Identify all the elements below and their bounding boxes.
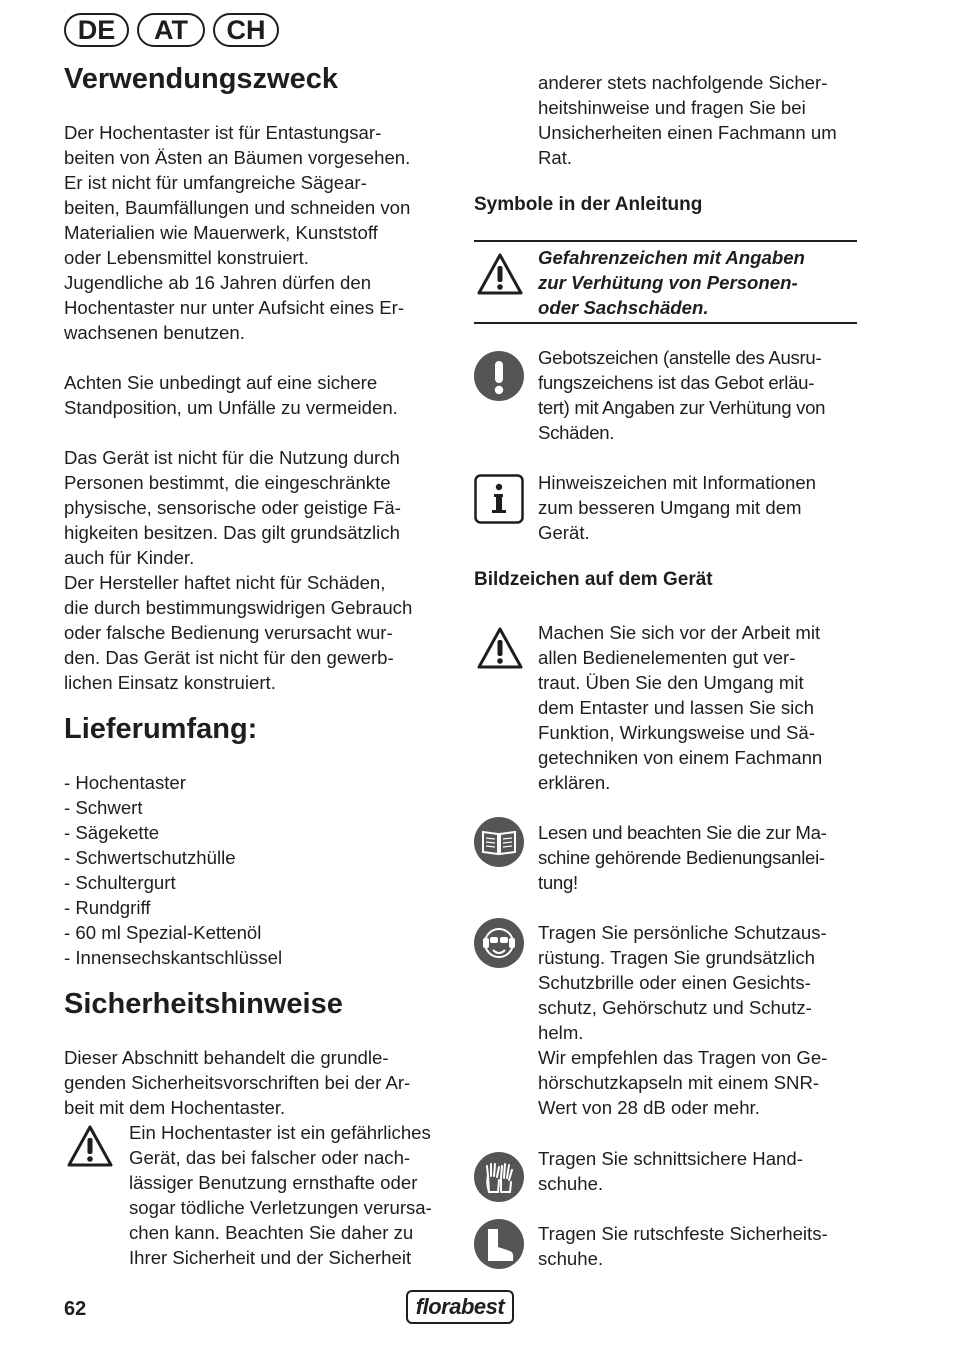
rule-bottom [474, 322, 857, 324]
country-badges [64, 13, 279, 47]
bild-1-text: Machen Sie sich vor der Arbeit mit allen Bedienelementen gut ver- traut. Üben Sie den Umgang mit dem Entaster und lassen Sie sich Funktion, Wirkungsweise und Sä- getechniken von einem Fachmann erklären. [538, 622, 823, 793]
list-item: - 60 ml Spezial-Kettenöl [64, 922, 262, 943]
protective-gear-icon [474, 918, 524, 968]
list-item: - Schwert [64, 797, 143, 818]
gebot-description: Gebotszeichen (anstelle des Ausru- fungszeichens ist das Gebot erläu- tert) mit Angaben zur Verhütung von Schäden. [538, 347, 826, 443]
warning-text: Ein Hochentaster ist ein gefährliches Gerät, das bei falscher oder nach- lässiger Benutzung ernsthafte oder sogar tödliche Verletzungen verursa- chen kann. Beachten Sie daher zu Ihrer Sicherheit und der Sicherheit [129, 1122, 432, 1268]
heading-symbole: Symbole in der Anleitung [474, 194, 703, 215]
list-item: - Schultergurt [64, 872, 176, 893]
lieferumfang-list [64, 770, 282, 970]
rule-top [474, 240, 857, 242]
heading-bildzeichen: Bildzeichen auf dem Gerät [474, 569, 713, 590]
badge-at: AT [137, 13, 205, 47]
list-item: - Rundgriff [64, 897, 151, 918]
florabest-logo: florabest [406, 1290, 514, 1324]
list-item: - Schwertschutzhülle [64, 847, 236, 868]
badge-de: DE [64, 13, 129, 47]
heading-sicherheitshinweise: Sicherheitshinweise [64, 988, 343, 1020]
exclamation-circle-icon [474, 351, 524, 401]
info-icon [474, 474, 524, 529]
heading-verwendungszweck: Verwendungszweck [64, 63, 338, 95]
bild-3-text: Tragen Sie persönliche Schutzaus- rüstung. Tragen Sie grundsätzlich Schutzbrille oder einen Gesichts- schutz, Gehörschutz und Schutz- helm. Wir empfehlen das Tragen von Ge- hörschutzkapseln mit einem SNR- Wert von 28 dB oder mehr. [538, 922, 828, 1118]
warning-triangle-icon [476, 626, 524, 675]
danger-description: Gefahrenzeichen mit Angaben zur Verhütung von Personen- oder Sachschäden. [538, 247, 805, 318]
gloves-icon [474, 1152, 524, 1202]
bild-5-text: Tragen Sie rutschfeste Sicherheits- schuhe. [538, 1223, 828, 1269]
paragraph-continuation: anderer stets nachfolgende Sicher- heitshinweise und fragen Sie bei Unsicherheiten einen Fachmann um Rat. [538, 72, 837, 168]
manual-book-icon [474, 817, 524, 867]
list-item: - Innensechskantschlüssel [64, 947, 283, 968]
page-number: 62 [64, 1298, 87, 1320]
paragraph-sicherheit-intro: Dieser Abschnitt behandelt die grundle- genden Sicherheitsvorschriften bei der Ar- beit mit dem Hochentaster. [64, 1047, 411, 1118]
safety-boots-icon [474, 1219, 524, 1269]
danger-triangle-icon [476, 252, 524, 301]
paragraph-verwendung: Der Hochentaster ist für Entastungsar- beiten von Ästen an Bäumen vorgesehen. Er ist nicht für umfangreiche Sägear- beiten, Baumfällungen und schneiden von Materialien wie Mauerwerk, Kunststoff oder Lebensmittel konstruiert. Jugendliche ab 16 Jahren dürfen den Hochentaster nur unter Aufsicht eines Er- wachsenen benutzen. [64, 122, 411, 343]
warning-triangle-icon [66, 1124, 114, 1173]
badge-ch: CH [213, 13, 279, 47]
paragraph-standposition: Achten Sie unbedingt auf eine sichere Standposition, um Unfälle zu vermeiden. [64, 372, 398, 418]
bild-2-text: Lesen und beachten Sie die zur Ma- schine gehörende Bedienungsanlei- tung! [538, 822, 827, 893]
heading-lieferumfang: Lieferumfang: [64, 713, 258, 745]
hinweis-description: Hinweiszeichen mit Informationen zum besseren Umgang mit dem Gerät. [538, 472, 816, 543]
paragraph-nutzung: Das Gerät ist nicht für die Nutzung durch Personen bestimmt, die eingeschränkte physische, sensorische oder geistige Fä- higkeiten besitzen. Das gilt grundsätzlich auch für Kinder. Der Hersteller haftet nicht für Schäden, die durch bestimmungswidrigen Gebrauch oder falsche Bedienung verursacht wur- den. Das Gerät ist nicht für den gewerb- lichen Einsatz konstruiert. [64, 447, 413, 693]
bild-4-text: Tragen Sie schnittsichere Hand- schuhe. [538, 1148, 803, 1194]
list-item: - Hochentaster [64, 772, 186, 793]
list-item: - Sägekette [64, 822, 160, 843]
